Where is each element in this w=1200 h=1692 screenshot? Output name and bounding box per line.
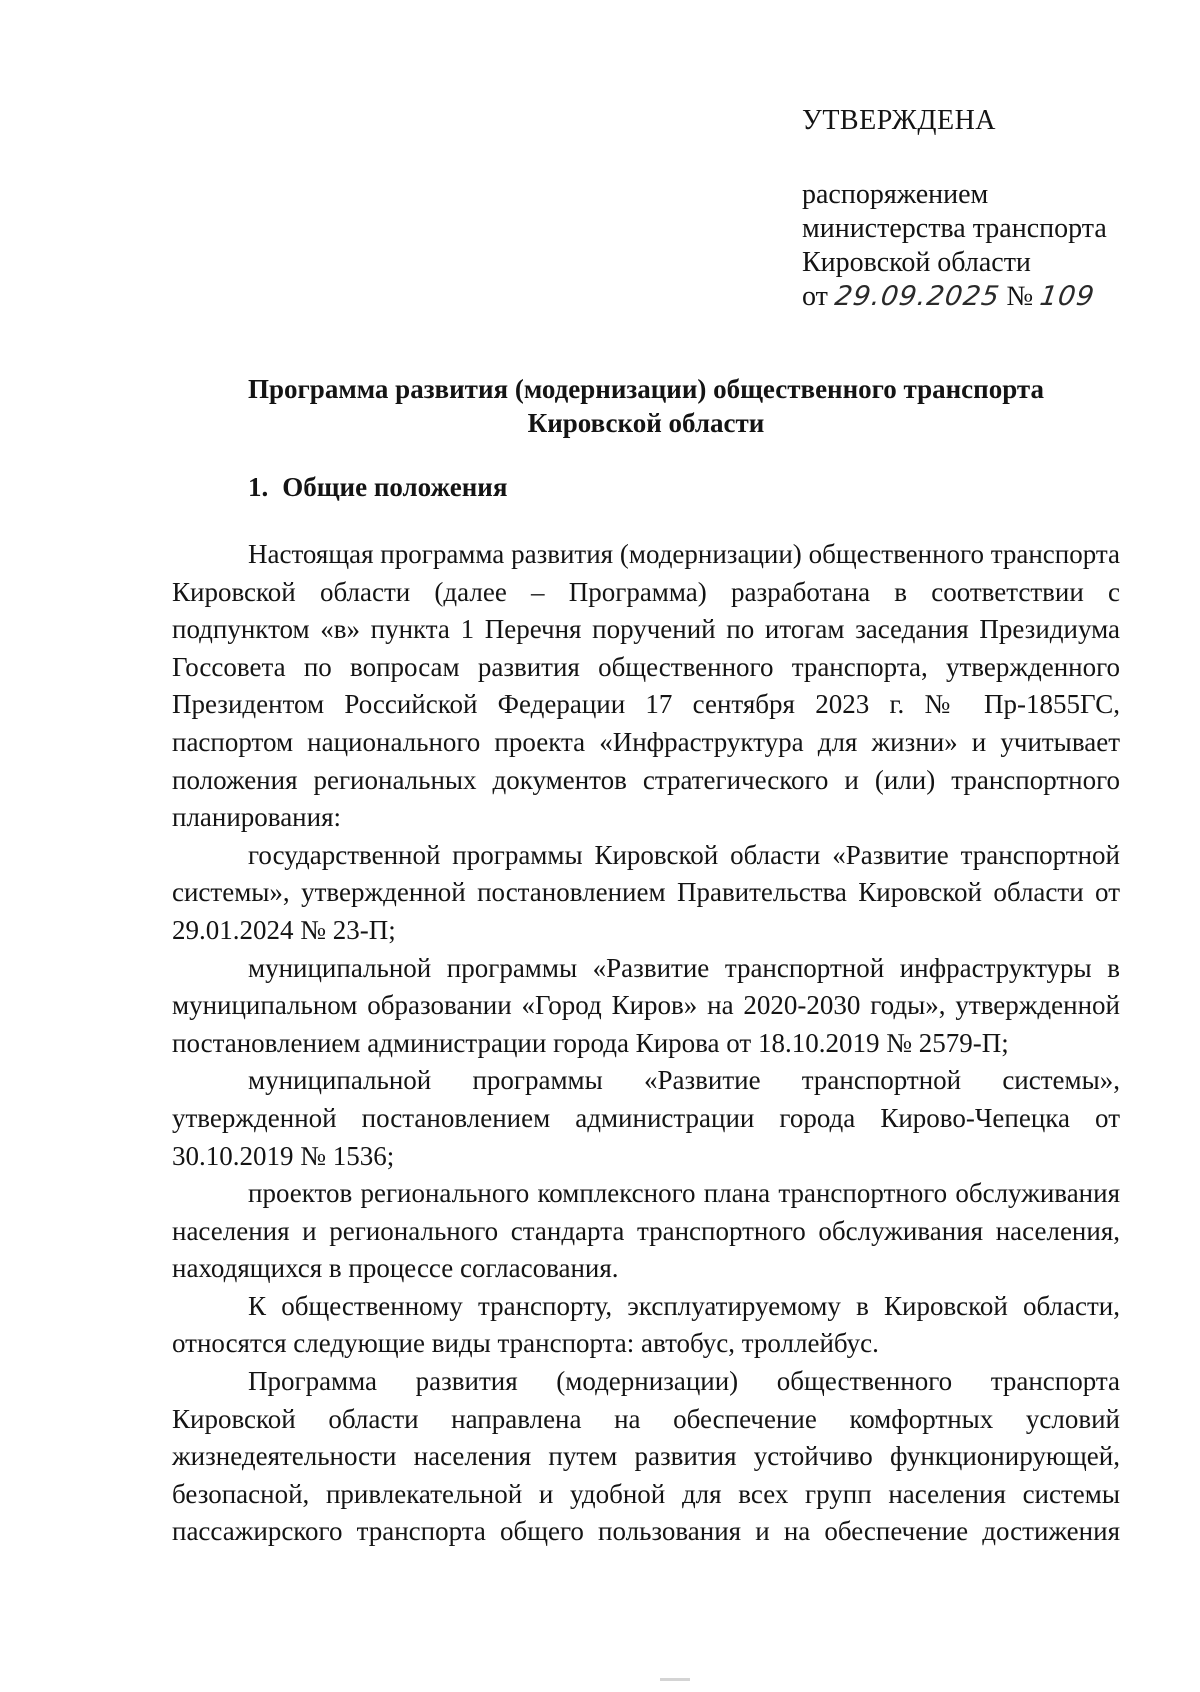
approval-block <box>802 104 1162 314</box>
paragraph: Настоящая программа развития (модернизации) общественного транспорта Кировской области (далее – Программа) разработана в соответствии с подпунктом «в» пункта 1 Перечня поручений по итогам заседания Президиума Госсовета по вопросам развития общественного транспорта, утвержденного Президентом Российской Федерации 17 сентября 2023 г. № Пр-1855ГС, паспортом национального проекта «Инфраструктура для жизни» и учитывает положения региональных документов стратегического и (или) транспортного планирования: <box>172 539 1120 833</box>
paragraph: муниципальной программы «Развитие транспортной инфраструктуры в муниципальном образовании «Город Киров» на 2020-2030 годы», утвержденной постановлением администрации города Кирова от 18.10.2019 № 2579-П; <box>172 952 1120 1058</box>
approval-line-2: министерства транспорта <box>802 213 1107 244</box>
approval-line-3: Кировской области <box>802 247 1031 278</box>
scan-artifact <box>660 1678 690 1681</box>
section-title: Общие положения <box>282 472 508 502</box>
paragraph: проектов регионального комплексного плана транспортного обслуживания населения и регионального стандарта транспортного обслуживания населения, находящихся в процессе согласования. <box>172 1178 1120 1284</box>
section-number: 1. <box>248 472 269 502</box>
paragraph: Программа развития (модернизации) общественного транспорта Кировской области направлена на обеспечение комфортных условий жизнедеятельности населения путем развития устойчиво функционирующей, безопасной, привлекательной и удобной для всех групп населения системы пассажирского транспорта общего пользования и на обеспечение достижения <box>172 1366 1120 1547</box>
paragraph: государственной программы Кировской области «Развитие транспортной системы», утвержденной постановлением Правительства Кировской области от 29.01.2024 № 23-П; <box>172 839 1120 945</box>
handwritten-date: 29.09.2025 <box>832 281 1002 312</box>
paragraph: муниципальной программы «Развитие транспортной системы», утвержденной постановлением администрации города Кирово-Чепецка от 30.10.2019 № 1536; <box>172 1065 1120 1171</box>
document-body <box>172 536 1120 1551</box>
section-heading <box>248 470 507 504</box>
date-prefix: от <box>802 281 828 312</box>
document-title <box>172 372 1120 440</box>
approval-date-line <box>802 280 1162 314</box>
title-line-2: Кировской области <box>527 408 765 438</box>
approval-line-1: распоряжением <box>802 179 989 210</box>
title-line-1: Программа развития (модернизации) общественного транспорта <box>248 374 1044 404</box>
approval-stamp-word: УТВЕРЖДЕНА <box>802 105 997 136</box>
handwritten-number: 109 <box>1038 281 1097 312</box>
number-prefix: № <box>1006 281 1034 312</box>
paragraph: К общественному транспорту, эксплуатируемому в Кировской области, относятся следующие виды транспорта: автобус, троллейбус. <box>172 1290 1120 1359</box>
